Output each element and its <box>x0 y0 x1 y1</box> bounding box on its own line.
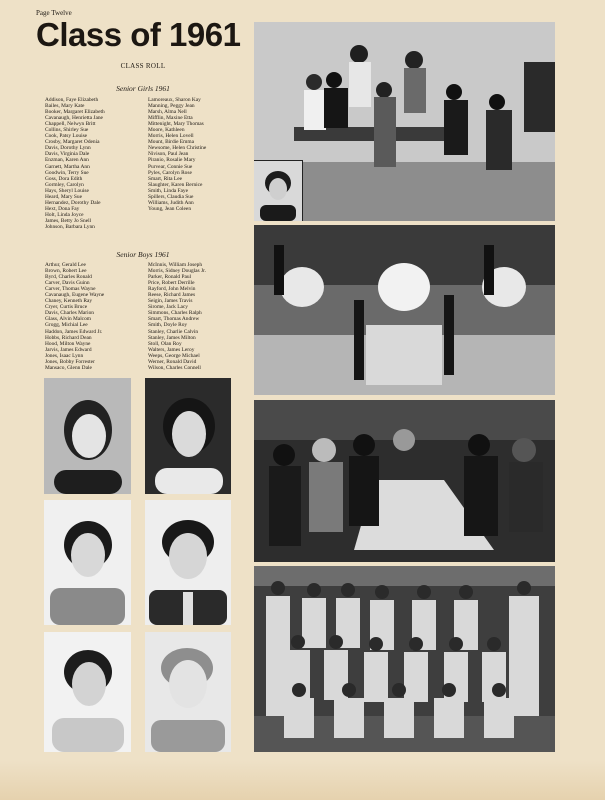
roll-name: Werner, Ronald David <box>148 358 197 365</box>
boys-list-col2 <box>148 262 206 371</box>
roll-name: Nivison, Paul Jean <box>148 151 189 158</box>
portrait-photo <box>44 632 131 752</box>
roll-name: James, Betty Jo Snell <box>45 217 92 224</box>
roll-name: Hext, Dona Fay <box>45 205 80 212</box>
roll-name: Stanley, James Milton <box>148 334 196 341</box>
roll-name: Simmons, Charles Ralph <box>148 310 202 317</box>
roll-name: Pyles, Carolyn Rose <box>148 169 192 176</box>
portrait-photo <box>145 500 231 625</box>
roll-name: Spillers, Claudia Sue <box>148 193 194 200</box>
roll-name: Cavanaugh, Eugene Wayne <box>45 292 105 299</box>
portrait-photo <box>145 632 231 752</box>
roll-name: Goss, Dora Edith <box>45 175 83 182</box>
roll-name: Mifflin, Maxine Etta <box>148 115 193 122</box>
roll-name: Weeps, George Michael <box>148 352 200 359</box>
roll-name: Young, Jean Coleen <box>148 205 192 212</box>
girls-list-col2 <box>148 97 206 212</box>
roll-name: Chaney, Kenneth Ray <box>45 298 93 305</box>
roll-name: Chappell, Nelwyn Britt <box>45 121 96 128</box>
roll-name: Arthur, Gerald Lee <box>45 262 86 268</box>
roll-name: Enzman, Karen Ann <box>45 157 89 164</box>
roll-name: Bailes, Mary Kate <box>45 103 85 110</box>
roll-name: Rayford, John Melvin <box>148 286 196 293</box>
roll-name: Cavanaugh, Henrietta Jane <box>45 115 103 122</box>
roll-name: Seigin, James Travis <box>148 298 193 305</box>
roll-name: Stanley, Charlie Calvin <box>148 328 199 335</box>
roll-name: Carver, Davis Guinn <box>45 280 90 287</box>
class-roll-heading: CLASS ROLL <box>120 62 166 70</box>
roll-name: Hays, Sheryl Louise <box>45 187 89 194</box>
roll-name: Morris, Helen Lovell <box>148 133 194 140</box>
roll-name: Byrd, Charles Ronald <box>45 274 92 281</box>
roll-name: Smith, Linda Faye <box>148 187 188 194</box>
roll-name: Jones, Bobby Forrester <box>45 358 95 365</box>
roll-name: Davis, Dorothy Lynn <box>45 145 91 152</box>
roll-name: Cook, Patsy Louise <box>45 133 88 140</box>
roll-name: Hernandez, Dorothy Dale <box>45 199 101 206</box>
roll-name: Johnson, Barbara Lynn <box>45 223 95 230</box>
roll-name: Booker, Margaret Elizabeth <box>45 109 105 116</box>
roll-name: Smart, Thomas Andrew <box>148 316 200 323</box>
roll-name: Glass, Alvin Malcom <box>45 316 91 323</box>
roll-name: Davis, Charles Marion <box>45 310 94 317</box>
roll-name: McInnis, William Joseph <box>148 262 203 268</box>
portrait-photo <box>44 378 131 494</box>
roll-name: Lamoreaux, Sharon Kay <box>148 97 201 103</box>
roll-name: Walters, James Leroy <box>148 346 195 353</box>
roll-name: Morris, Sidney Douglas Jr. <box>148 268 206 275</box>
inset-portrait <box>254 160 303 221</box>
boys-list-col1 <box>45 262 104 371</box>
girls-list-col1 <box>45 97 105 230</box>
roll-name: Carver, Thomas Wayne <box>45 286 96 293</box>
girls-heading: Senior Girls 1961 <box>116 84 170 93</box>
roll-name: Parker, Ronald Paul <box>148 274 192 281</box>
roll-name: Gormley, Carolyn <box>45 181 84 188</box>
roll-name: Sirome, Jack Lacy <box>148 304 188 311</box>
roll-name: Purvear, Connie Sue <box>148 163 193 170</box>
roll-name: Goodwin, Terry Sue <box>45 169 89 176</box>
roll-name: Slaughter, Karen Bernice <box>148 181 203 188</box>
paper-edge <box>0 760 605 800</box>
roll-name: Brown, Robert Lee <box>45 268 87 275</box>
roll-name: Jones, Isaac Lynn <box>45 352 84 359</box>
roll-name: Haddon, James Edward Jr. <box>45 328 103 335</box>
roll-name: Mansaco, Glenn Dale <box>45 364 92 371</box>
roll-name: Jarvis, James Edward <box>45 346 92 353</box>
boys-heading: Senior Boys 1961 <box>116 250 170 259</box>
roll-name: Smart, Rita Lee <box>148 175 182 182</box>
formal-dance-photo <box>254 225 555 395</box>
baseball-team-photo <box>254 566 555 752</box>
roll-name: Hobbs, Richard Dean <box>45 334 92 341</box>
roll-name: Marsh, Alma Nell <box>148 109 187 116</box>
roll-name: Moore, Kathleen <box>148 127 185 134</box>
roll-name: Addison, Faye Elizabeth <box>45 97 99 103</box>
page-label: Page Twelve <box>36 9 72 17</box>
roll-name: Mount, Birdie Emma <box>148 139 194 146</box>
roll-name: Cryer, Curtis Bruce <box>45 304 88 311</box>
roll-name: Smith, Doyle Roy <box>148 322 188 329</box>
roll-name: Reese, Richard James <box>148 292 196 299</box>
roll-name: Mittenight, Mary Thomas <box>148 121 204 128</box>
page-title: Class of 1961 <box>36 16 241 53</box>
roll-name: Crosby, Margaret Odenia <box>45 139 100 146</box>
roll-name: Wilson, Charles Connell <box>148 364 201 371</box>
roll-name: Piranio, Rosalie Mary <box>148 157 196 164</box>
roll-name: Williams, Judith Ann <box>148 199 194 206</box>
roll-name: Grogg, Michial Lee <box>45 322 88 329</box>
roll-name: Heard, Mary Sue <box>45 193 82 200</box>
roll-name: Price, Robert Derrille <box>148 280 195 287</box>
banquet-table-photo <box>254 400 555 562</box>
roll-name: Holt, Linda Joyce <box>45 211 84 218</box>
roll-name: Stoll, Olan Roy <box>148 340 182 347</box>
roll-name: Collins, Shirley Sue <box>45 127 89 134</box>
portrait-photo <box>44 500 131 625</box>
portrait-photo <box>145 378 231 494</box>
roll-name: Newsome, Helen Christine <box>148 145 207 152</box>
roll-name: Manning, Peggy Jean <box>148 103 195 110</box>
roll-name: Davis, Virginia Dale <box>45 151 90 158</box>
roll-name: Hood, Milton Wayne <box>45 340 91 347</box>
roll-name: Garnett, Martha Ann <box>45 163 90 170</box>
